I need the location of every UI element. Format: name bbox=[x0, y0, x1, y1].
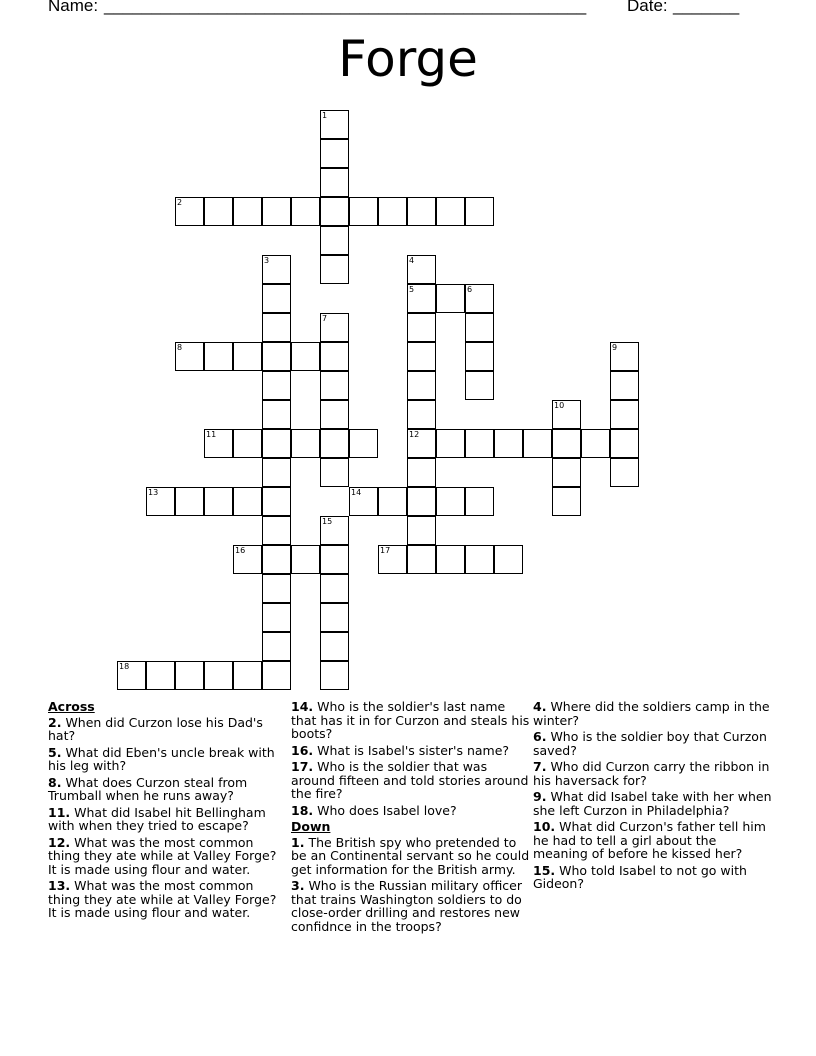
grid-cell[interactable] bbox=[349, 429, 378, 458]
cell-number: 3 bbox=[264, 256, 270, 265]
grid-cell[interactable] bbox=[291, 197, 320, 226]
grid-cell[interactable] bbox=[262, 313, 291, 342]
grid-cell[interactable] bbox=[320, 400, 349, 429]
clue-across-17: 17. Who is the soldier that was around fifteen and told stories around the fire? bbox=[291, 759, 529, 801]
grid-cell[interactable] bbox=[465, 313, 494, 342]
grid-cell[interactable] bbox=[175, 661, 204, 690]
grid-cell[interactable] bbox=[349, 487, 378, 516]
clue-down-7: 7. Who did Curzon carry the ribbon in his haversack for? bbox=[533, 759, 770, 788]
grid-cell[interactable] bbox=[320, 313, 349, 342]
grid-cell[interactable] bbox=[204, 197, 233, 226]
grid-cell[interactable] bbox=[436, 284, 465, 313]
grid-cell[interactable] bbox=[320, 429, 349, 458]
clue-across-16: 16. What is Isabel's sister's name? bbox=[291, 742, 510, 758]
cell-number: 18 bbox=[119, 662, 130, 671]
cell-number: 11 bbox=[206, 430, 217, 439]
grid-cell[interactable] bbox=[262, 661, 291, 690]
grid-cell[interactable] bbox=[465, 429, 494, 458]
cell-number: 8 bbox=[177, 343, 183, 352]
grid-cell[interactable] bbox=[320, 545, 349, 574]
grid-cell[interactable] bbox=[552, 458, 581, 487]
grid-cell[interactable] bbox=[320, 139, 349, 168]
grid-cell[interactable] bbox=[204, 342, 233, 371]
grid-cell[interactable] bbox=[436, 429, 465, 458]
grid-cell[interactable] bbox=[233, 661, 262, 690]
grid-cell[interactable] bbox=[349, 197, 378, 226]
cell-number: 6 bbox=[467, 285, 473, 294]
grid-cell[interactable] bbox=[291, 545, 320, 574]
grid-cell[interactable] bbox=[175, 487, 204, 516]
grid-cell[interactable] bbox=[465, 284, 494, 313]
clue-column-3 bbox=[533, 700, 773, 894]
grid-cell[interactable] bbox=[465, 371, 494, 400]
name-label: Name: bbox=[48, 0, 99, 15]
grid-cell[interactable] bbox=[378, 197, 407, 226]
clue-down-9: 9. What did Isabel take with her when she left Curzon in Philadelphia? bbox=[533, 789, 772, 818]
grid-cell[interactable] bbox=[610, 342, 639, 371]
grid-cell[interactable] bbox=[436, 487, 465, 516]
grid-cell[interactable] bbox=[320, 603, 349, 632]
cell-number: 17 bbox=[380, 546, 391, 555]
grid-cell[interactable] bbox=[233, 429, 262, 458]
grid-cell[interactable] bbox=[407, 371, 436, 400]
cell-number: 13 bbox=[148, 488, 159, 497]
clue-across-12: 12. What was the most common thing they ate while at Valley Forge? It is made using flour and water. bbox=[48, 834, 277, 877]
grid-cell[interactable] bbox=[552, 400, 581, 429]
grid-cell[interactable] bbox=[204, 429, 233, 458]
down-heading: Down bbox=[291, 819, 331, 834]
cell-number: 10 bbox=[554, 401, 565, 410]
clue-down-1: 1. The British spy who pretended to be an Continental servant so he could get information for the British army. bbox=[291, 834, 530, 877]
grid-cell[interactable] bbox=[494, 545, 523, 574]
clue-down-4: 4. Where did the soldiers camp in the winter? bbox=[533, 699, 770, 728]
grid-cell[interactable] bbox=[523, 429, 552, 458]
grid-cell[interactable] bbox=[233, 342, 262, 371]
clue-down-10: 10. What did Curzon's father tell him he had to tell a girl about the meaning of before he kissed her? bbox=[533, 819, 766, 861]
grid-cell[interactable] bbox=[378, 487, 407, 516]
grid-cell[interactable] bbox=[320, 516, 349, 545]
grid-cell[interactable] bbox=[262, 458, 291, 487]
grid-cell[interactable] bbox=[320, 661, 349, 690]
clue-down-15: 15. Who told Isabel to not go with Gideon? bbox=[533, 862, 747, 891]
grid-cell[interactable] bbox=[407, 342, 436, 371]
grid-cell[interactable] bbox=[436, 197, 465, 226]
grid-cell[interactable] bbox=[552, 487, 581, 516]
cell-number: 15 bbox=[322, 517, 333, 526]
grid-cell[interactable] bbox=[262, 487, 291, 516]
grid-cell[interactable] bbox=[407, 255, 436, 284]
grid-cell[interactable] bbox=[581, 429, 610, 458]
grid-cell[interactable] bbox=[146, 487, 175, 516]
clue-across-5: 5. What did Eben's uncle break with his leg with? bbox=[48, 744, 275, 773]
grid-cell[interactable] bbox=[436, 545, 465, 574]
date-field[interactable]: _______ bbox=[673, 0, 740, 15]
grid-cell[interactable] bbox=[262, 603, 291, 632]
cell-number: 14 bbox=[351, 488, 362, 497]
grid-cell[interactable] bbox=[320, 255, 349, 284]
grid-cell[interactable] bbox=[262, 574, 291, 603]
clue-across-18: 18. Who does Isabel love? bbox=[291, 802, 457, 818]
grid-cell[interactable] bbox=[407, 313, 436, 342]
grid-cell[interactable] bbox=[407, 284, 436, 313]
grid-cell[interactable] bbox=[320, 168, 349, 197]
grid-cell[interactable] bbox=[262, 516, 291, 545]
grid-cell[interactable] bbox=[465, 342, 494, 371]
grid-cell[interactable] bbox=[262, 429, 291, 458]
grid-cell[interactable] bbox=[407, 429, 436, 458]
grid-cell[interactable] bbox=[262, 400, 291, 429]
grid-cell[interactable] bbox=[610, 458, 639, 487]
cell-number: 4 bbox=[409, 256, 415, 265]
grid-cell[interactable] bbox=[610, 429, 639, 458]
grid-cell[interactable] bbox=[291, 342, 320, 371]
grid-cell[interactable] bbox=[407, 545, 436, 574]
grid-cell[interactable] bbox=[262, 545, 291, 574]
grid-cell[interactable] bbox=[407, 458, 436, 487]
grid-cell[interactable] bbox=[407, 516, 436, 545]
grid-cell[interactable] bbox=[262, 342, 291, 371]
grid-cell[interactable] bbox=[146, 661, 175, 690]
clue-across-14: 14. Who is the soldier's last name that has it in for Curzon and steals his boots? bbox=[291, 699, 530, 741]
clue-across-13: 13. What was the most common thing they ate while at Valley Forge? It is made using flour and water. bbox=[48, 878, 277, 920]
grid-cell[interactable] bbox=[262, 197, 291, 226]
cell-number: 1 bbox=[322, 111, 328, 120]
grid-cell[interactable] bbox=[262, 371, 291, 400]
grid-cell[interactable] bbox=[262, 632, 291, 661]
grid-cell[interactable] bbox=[117, 661, 146, 690]
across-heading: Across bbox=[48, 699, 95, 714]
grid-cell[interactable] bbox=[262, 255, 291, 284]
cell-number: 2 bbox=[177, 198, 183, 207]
name-field[interactable]: ___________________________________________________ bbox=[104, 0, 587, 15]
grid-cell[interactable] bbox=[233, 487, 262, 516]
grid-cell[interactable] bbox=[291, 429, 320, 458]
grid-cell[interactable] bbox=[610, 400, 639, 429]
grid-cell[interactable] bbox=[320, 197, 349, 226]
clue-across-11: 11. What did Isabel hit Bellingham with when they tried to escape? bbox=[48, 804, 266, 833]
grid-cell[interactable] bbox=[552, 429, 581, 458]
grid-cell[interactable] bbox=[378, 545, 407, 574]
grid-cell[interactable] bbox=[320, 110, 349, 139]
grid-cell[interactable] bbox=[320, 342, 349, 371]
clue-down-3: 3. Who is the Russian military officer that trains Washington soldiers to do close-order drilling and restores new confidnce in the troops? bbox=[291, 878, 522, 934]
clue-across-2: 2. When did Curzon lose his Dad's hat? bbox=[48, 714, 263, 743]
grid-cell[interactable] bbox=[320, 574, 349, 603]
grid-cell[interactable] bbox=[494, 429, 523, 458]
grid-cell[interactable] bbox=[320, 632, 349, 661]
grid-cell[interactable] bbox=[204, 661, 233, 690]
grid-cell[interactable] bbox=[320, 226, 349, 255]
grid-cell[interactable] bbox=[320, 458, 349, 487]
grid-cell[interactable] bbox=[407, 197, 436, 226]
cell-number: 9 bbox=[612, 343, 618, 352]
grid-cell[interactable] bbox=[320, 371, 349, 400]
clue-column-1 bbox=[48, 700, 288, 923]
grid-cell[interactable] bbox=[407, 487, 436, 516]
grid-cell[interactable] bbox=[175, 197, 204, 226]
cell-number: 7 bbox=[322, 314, 328, 323]
grid-cell[interactable] bbox=[465, 197, 494, 226]
cell-number: 5 bbox=[409, 285, 415, 294]
grid-cell[interactable] bbox=[175, 342, 204, 371]
grid-cell[interactable] bbox=[465, 545, 494, 574]
grid-cell[interactable] bbox=[233, 197, 262, 226]
grid-cell[interactable] bbox=[233, 545, 262, 574]
grid-cell[interactable] bbox=[610, 371, 639, 400]
clue-across-8: 8. What does Curzon steal from Trumball when he runs away? bbox=[48, 774, 248, 803]
grid-cell[interactable] bbox=[465, 487, 494, 516]
cell-number: 16 bbox=[235, 546, 246, 555]
cell-number: 12 bbox=[409, 430, 420, 439]
date-label: Date: bbox=[627, 0, 668, 15]
clue-down-6: 6. Who is the soldier boy that Curzon saved? bbox=[533, 729, 767, 758]
puzzle-title: Forge bbox=[338, 30, 478, 88]
grid-cell[interactable] bbox=[262, 284, 291, 313]
grid-cell[interactable] bbox=[204, 487, 233, 516]
grid-cell[interactable] bbox=[407, 400, 436, 429]
clue-column-2 bbox=[291, 700, 531, 936]
